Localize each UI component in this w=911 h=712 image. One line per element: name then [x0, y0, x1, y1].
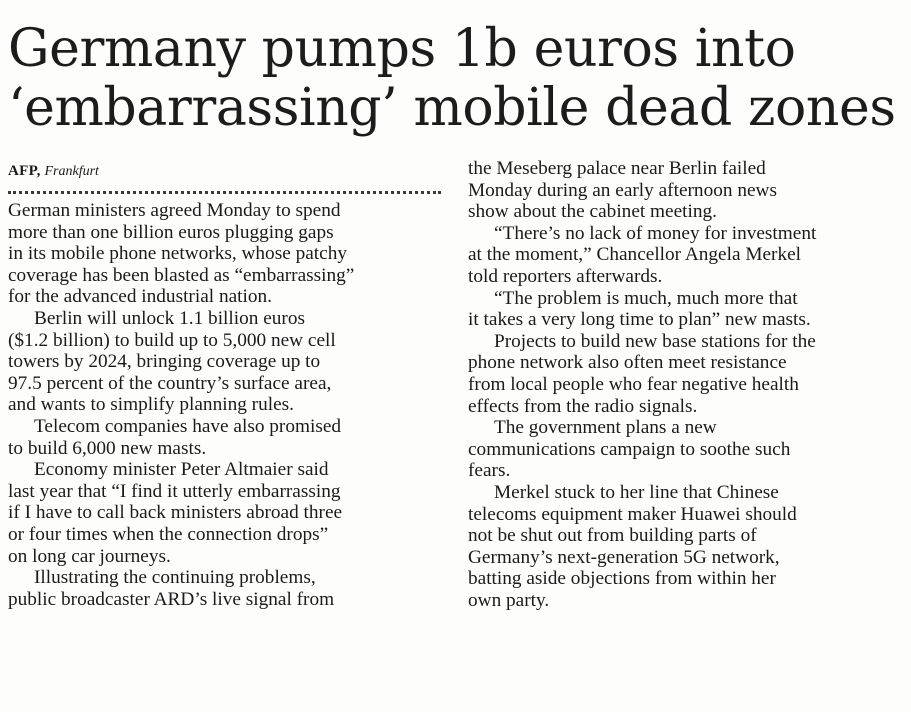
paragraph-line: and wants to simplify planning rules. [8, 394, 294, 416]
paragraph-line: telecoms equipment maker Huawei should [468, 503, 797, 525]
paragraph-line: Telecom companies have also promised [34, 415, 342, 437]
paragraph-line: the Meseberg palace near Berlin failed [468, 158, 766, 179]
byline [8, 158, 441, 185]
right-column-body [468, 158, 905, 611]
headline [8, 20, 908, 138]
paragraph-line: at the moment,” Chancellor Angela Merkel [468, 244, 802, 266]
paragraph-line: in its mobile phone networks, whose patchy [8, 243, 347, 265]
paragraph-line: not be shut out from building parts of [468, 525, 757, 547]
paragraph-line: The government plans a new [494, 417, 717, 439]
article-paragraph [468, 331, 905, 417]
paragraph-line: Illustrating the continuing problems, [34, 567, 316, 589]
paragraph-line: phone network also often meet resistance [468, 352, 787, 374]
paragraph-line: Germany’s next-generation 5G network, [468, 546, 780, 568]
dotted-divider [8, 191, 441, 194]
paragraph-line: public broadcaster ARD’s live signal from [8, 588, 335, 610]
paragraph-line: show about the cabinet meeting. [468, 201, 717, 223]
paragraph-line: it takes a very long time to plan” new masts. [468, 309, 811, 331]
paragraph-line: effects from the radio signals. [468, 395, 698, 417]
paragraph-line: Merkel stuck to her line that Chinese [494, 481, 779, 503]
article-paragraph [468, 158, 905, 223]
paragraph-line: fears. [468, 460, 511, 482]
paragraph-line: Projects to build new base stations for the [494, 330, 816, 352]
headline-line-2: ‘embarrassing’ mobile dead zones [8, 78, 896, 138]
paragraph-line: ($1.2 billion) to build up to 5,000 new cell [8, 329, 336, 351]
left-column-body [8, 200, 441, 610]
byline-agency: AFP, [8, 163, 41, 179]
paragraph-line: told reporters afterwards. [468, 265, 663, 287]
paragraph-line: to build 6,000 new masts. [8, 437, 207, 459]
paragraph-line: “There’s no lack of money for investment [494, 222, 817, 244]
paragraph-line: Berlin will unlock 1.1 billion euros [34, 307, 305, 329]
paragraph-line: Economy minister Peter Altmaier said [34, 459, 329, 481]
paragraph-line: last year that “I find it utterly embarrassing [8, 480, 341, 502]
article-paragraph [468, 482, 905, 612]
paragraph-line: “The problem is much, much more that [494, 287, 798, 309]
article-paragraph [8, 416, 441, 459]
article-paragraph [468, 223, 905, 288]
paragraph-line: if I have to call back ministers abroad three [8, 502, 343, 524]
article-column-right [468, 158, 905, 611]
article-paragraph [8, 567, 441, 610]
paragraph-line: 97.5 percent of the country’s surface area, [8, 372, 332, 394]
headline-line-1: Germany pumps 1b euros into [8, 19, 796, 79]
paragraph-line: towers by 2024, bringing coverage up to [8, 351, 321, 373]
paragraph-line: or four times when the connection drops” [8, 523, 329, 545]
article-paragraph [468, 417, 905, 482]
paragraph-line: more than one billion euros plugging gaps [8, 221, 334, 243]
paragraph-line: coverage has been blasted as “embarrassing” [8, 264, 355, 286]
article-paragraph [8, 308, 441, 416]
article-column-left [8, 158, 441, 610]
paragraph-line: communications campaign to soothe such [468, 438, 791, 460]
article-paragraph [8, 459, 441, 567]
paragraph-line: for the advanced industrial nation. [8, 286, 272, 308]
paragraph-line: on long car journeys. [8, 545, 171, 567]
byline-place: Frankfurt [44, 164, 99, 179]
paragraph-line: batting aside objections from within her [468, 568, 776, 590]
paragraph-line: from local people who fear negative health [468, 373, 799, 395]
paragraph-line: German ministers agreed Monday to spend [8, 200, 341, 221]
article-paragraph [8, 200, 441, 308]
article-paragraph [468, 288, 905, 331]
paragraph-line: Monday during an early afternoon news [468, 179, 777, 201]
paragraph-line: own party. [468, 589, 550, 611]
